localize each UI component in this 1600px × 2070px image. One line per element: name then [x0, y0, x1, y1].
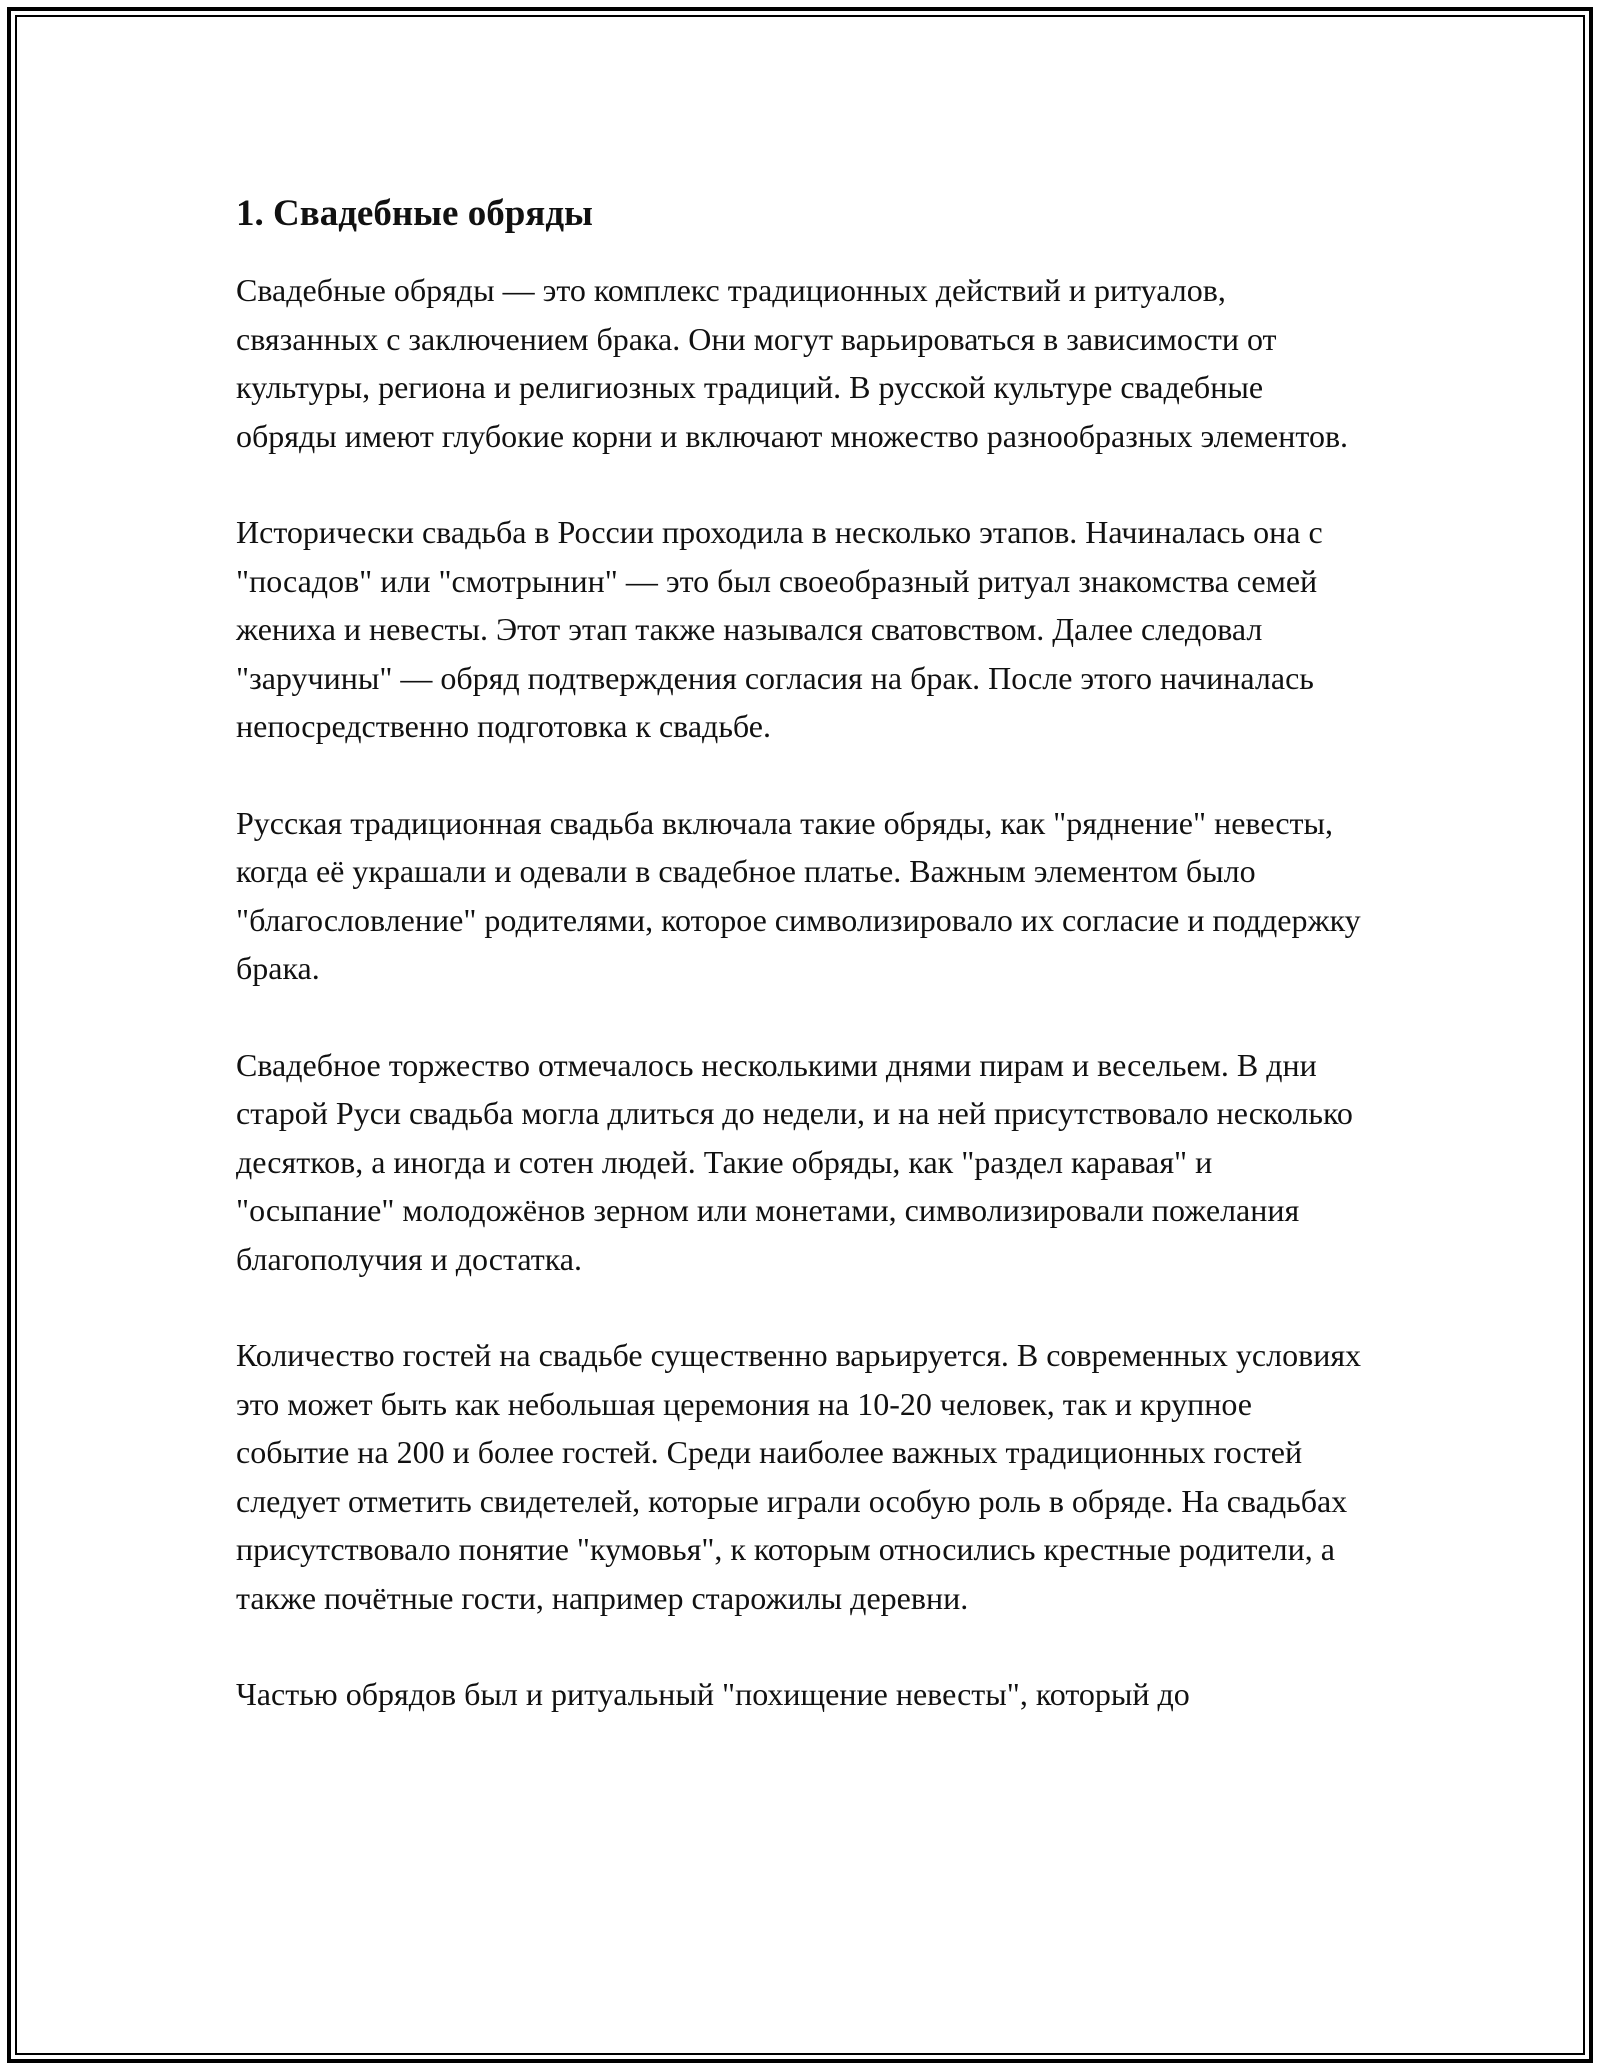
paragraph-guests: Количество гостей на свадьбе существенно варьируется. В современных условиях это может быть как небольшая церемония на 10-20 человек, так и крупное событие на 200 и более гостей. Среди наиболее важных традиционных гостей следует отметить свидетелей, которые играли особую роль в обряде. На свадьбах присутствовало понятие "кумовья", к которым относились крестные родители, а также почётные гости, например старожилы деревни.	[236, 1337, 1362, 1616]
paragraph-bride-abduction: Частью обрядов был и ритуальный "похищение невесты", который до	[236, 1676, 1190, 1712]
paragraph-history: Исторически свадьба в России проходила в несколько этапов. Начиналась она с "посадов" или "смотрынин" — это был своеобразный ритуал знакомства семей жениха и невесты. Этот этап также назывался сватовством. Далее следовал "заручины" — обряд подтверждения согласия на брак. После этого начиналась непосредственно подготовка к свадьбе.	[236, 514, 1323, 744]
paragraph-celebration: Свадебное торжество отмечалось несколькими днями пирам и весельем. В дни старой Руси свадьба могла длиться до недели, и на ней присутствовало несколько десятков, а иногда и сотен людей. Такие обряды, как "раздел каравая" и "осыпание" молодожёнов зерном или монетами, символизировали пожелания благополучия и достатка.	[236, 1046, 1353, 1277]
paragraph-intro: Свадебные обряды — это комплекс традиционных действий и ритуалов, связанных с заключением брака. Они могут варьироваться в зависимости от культуры, региона и религиозных традиций. В русской культуре свадебные обряды имеют глубокие корни и включают множество разнообразных элементов.	[236, 272, 1349, 454]
document-body	[236, 186, 1366, 1767]
section-heading: 1. Свадебные обряды	[236, 193, 593, 234]
paragraph-traditional-rites: Русская традиционная свадьба включала такие обряды, как "ряднение" невесты, когда её украшали и одевали в свадебное платье. Важным элементом было "благословление" родителями, которое символизировало их согласие и поддержку брака.	[236, 804, 1361, 986]
